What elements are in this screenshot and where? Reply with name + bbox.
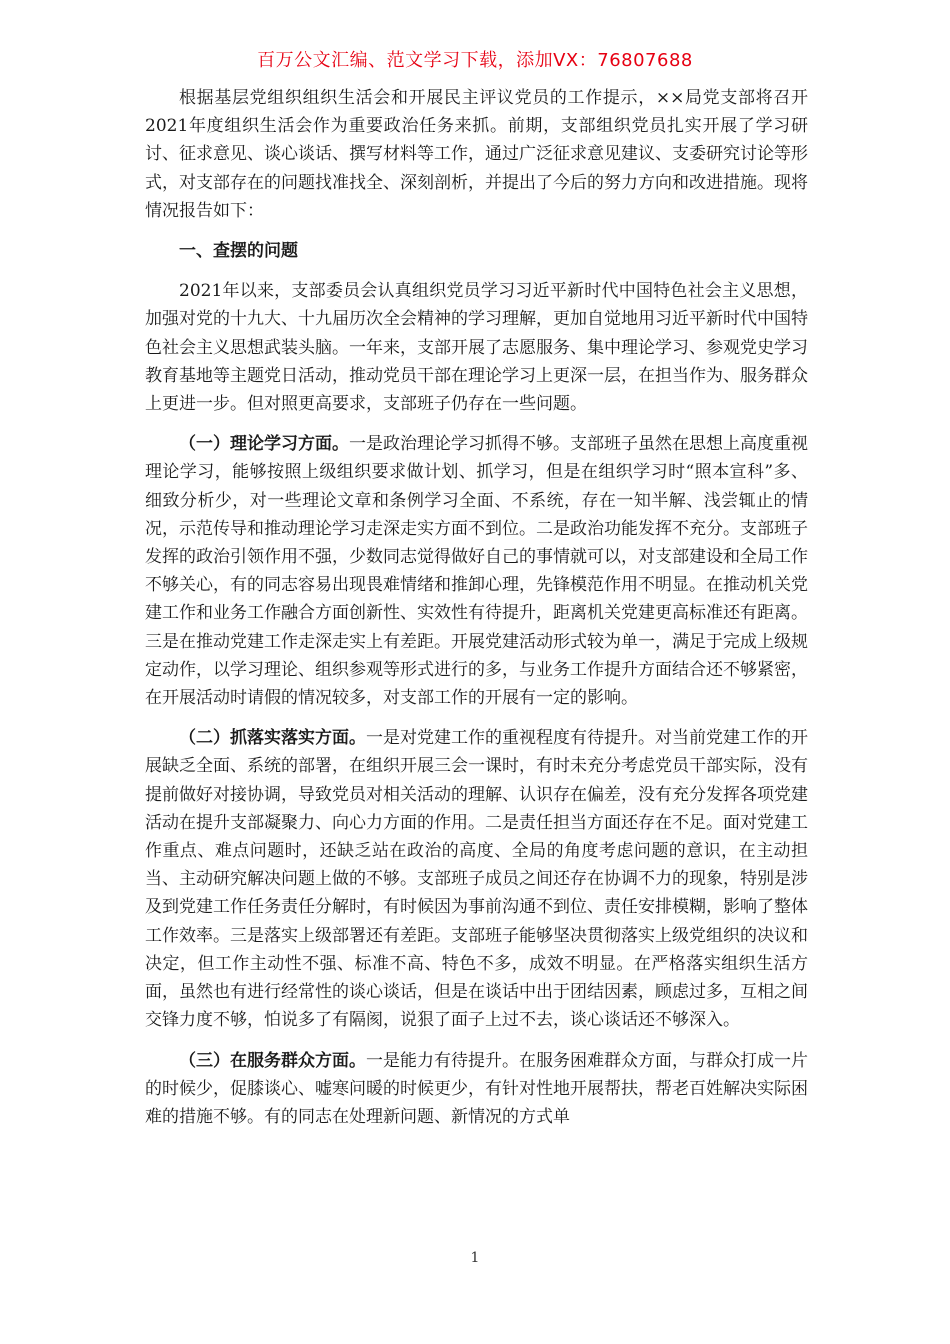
promo-banner: 百万公文汇编、范文学习下载，添加VX：76807688 (257, 50, 693, 71)
serving-masses-text: 一是能力有待提升。在服务困难群众方面，与群众打成一片的时候少，促膝谈心、嘘寒问暖的时候更少，有针对性地开展帮扶，帮老百姓解决实际困难的措施不够。有的同志在处理新问题、新情况的方式单 (145, 1050, 808, 1127)
section-heading: 一、查摆的问题 (179, 241, 298, 262)
theory-study-text: 一是政治理论学习抓得不够。支部班子虽然在思想上高度重视理论学习，能够按照上级组织要求做计划、抓学习，但是在组织学习时“照本宣科”多、细致分析少，对一些理论文章和条例学习全面、不系统，存在一知半解、浅尝辄止的情况，示范传导和推动理论学习走深走实方面不到位。二是政治功能发挥不充分。支部班子发挥的政治引领作用不强，少数同志觉得做好自己的事情就可以，对支部建设和全局工作不够关心，有的同志容易出现畏难情绪和推卸心理，先锋模范作用不明显。在推动机关党建工作和业务工作融合方面创新性、实效性有待提升，距离机关党建更高标准还有距离。三是在推动党建工作走深走实上有差距。开展党建活动形式较为单一，满足于完成上级规定动作，以学习理论、组织参观等形式进行的多，与业务工作提升方面结合还不够紧密，在开展活动时请假的情况较多，对支部工作的开展有一定的影响。 (145, 434, 808, 709)
implementation-paragraph (145, 724, 808, 1034)
document-body (145, 84, 808, 1143)
serving-masses-title: （三）在服务群众方面。 (179, 1050, 366, 1071)
serving-masses-paragraph (145, 1047, 808, 1132)
theory-study-title: （一）理论学习方面。 (179, 434, 349, 455)
implementation-title: （二）抓落实落实方面。 (179, 728, 366, 749)
intro-paragraph: 根据基层党组织组织生活会和开展民主评议党员的工作提示，××局党支部将召开2021年度组织生活会作为重要政治任务来抓。前期，支部组织党员扎实开展了学习研讨、征求意见、谈心谈话、撰写材料等工作，通过广泛征求意见建议、支委研究讨论等形式，对支部存在的问题找准找全、深刻剖析，并提出了今后的努力方向和改进措施。现将情况报告如下： (145, 88, 808, 221)
section-intro-paragraph: 2021年以来，支部委员会认真组织党员学习习近平新时代中国特色社会主义思想，加强对党的十九大、十九届历次全会精神的学习理解，更加自觉地用习近平新时代中国特色社会主义思想武装头脑。一年来，支部开展了志愿服务、集中理论学习、参观党史学习教育基地等主题党日活动，推动党员干部在理论学习上更深一层，在担当作为、服务群众上更进一步。但对照更高要求，支部班子仍存在一些问题。 (145, 281, 808, 415)
page-number: 1 (470, 1250, 480, 1266)
theory-study-paragraph (145, 430, 808, 712)
implementation-text: 一是对党建工作的重视程度有待提升。对当前党建工作的开展缺乏全面、系统的部署，在组织开展三会一课时，有时未充分考虑党员干部实际，没有提前做好对接协调，导致党员对相关活动的理解、认识存在偏差，没有充分发挥各项党建活动在提升支部凝聚力、向心力方面的作用。二是责任担当方面还存在不足。面对党建工作重点、难点问题时，还缺乏站在政治的高度、全局的角度考虑问题的意识，在主动担当、主动研究解决问题上做的不够。支部班子成员之间还存在协调不力的现象，特别是涉及到党建工作任务责任分解时，有时候因为事前沟通不到位、责任安排模糊，影响了整体工作效率。三是落实上级部署还有差距。支部班子能够坚决贯彻落实上级党组织的决议和决定，但工作主动性不强、标准不高、特色不多，成效不明显。在严格落实组织生活方面，虽然也有进行经常性的谈心谈话，但是在谈话中出于团结因素，顾虑过多，互相之间交锋力度不够，怕说多了有隔阂，说狠了面子上过不去，谈心谈话还不够深入。 (145, 728, 808, 1031)
